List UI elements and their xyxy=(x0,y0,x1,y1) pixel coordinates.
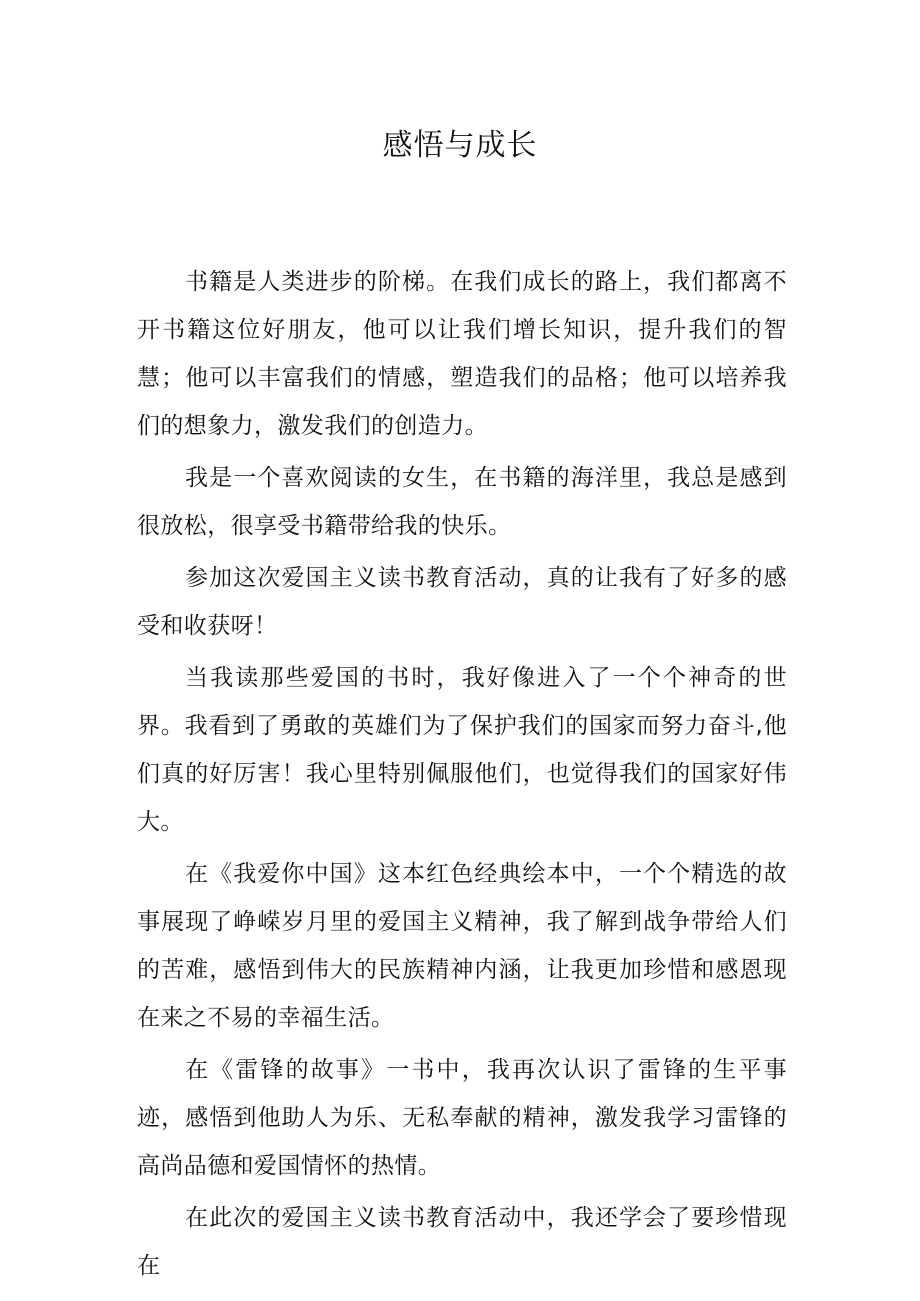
paragraph: 当我读那些爱国的书时，我好像进入了一个个神奇的世界。我看到了勇敢的英雄们为了保护我们的国家而努力奋斗,他们真的好厉害！我心里特别佩服他们，也觉得我们的国家好伟大。 xyxy=(137,665,787,835)
paragraph: 书籍是人类进步的阶梯。在我们成长的路上，我们都离不开书籍这位好朋友，他可以让我们增长知识，提升我们的智慧；他可以丰富我们的情感，塑造我们的品格；他可以培养我们的想象力，激发我们的创造力。 xyxy=(137,269,787,439)
article-body xyxy=(137,258,787,1290)
page-title: 感悟与成长 xyxy=(382,128,538,163)
paragraph: 在此次的爱国主义读书教育活动中，我还学会了要珍惜现在 xyxy=(137,1205,787,1279)
paragraph: 在《我爱你中国》这本红色经典绘本中，一个个精选的故事展现了峥嵘岁月里的爱国主义精神，我了解到战争带给人们的苦难，感悟到伟大的民族精神内涵，让我更加珍惜和感恩现在来之不易的幸福生活。 xyxy=(137,861,787,1031)
paragraph: 参加这次爱国主义读书教育活动，真的让我有了好多的感受和收获呀！ xyxy=(137,565,787,639)
paragraph: 在《雷锋的故事》一书中，我再次认识了雷锋的生平事迹，感悟到他助人为乐、无私奉献的精神，激发我学习雷锋的高尚品德和爱国情怀的热情。 xyxy=(137,1057,787,1179)
paragraph: 我是一个喜欢阅读的女生，在书籍的海洋里，我总是感到很放松，很享受书籍带给我的快乐。 xyxy=(137,465,787,539)
